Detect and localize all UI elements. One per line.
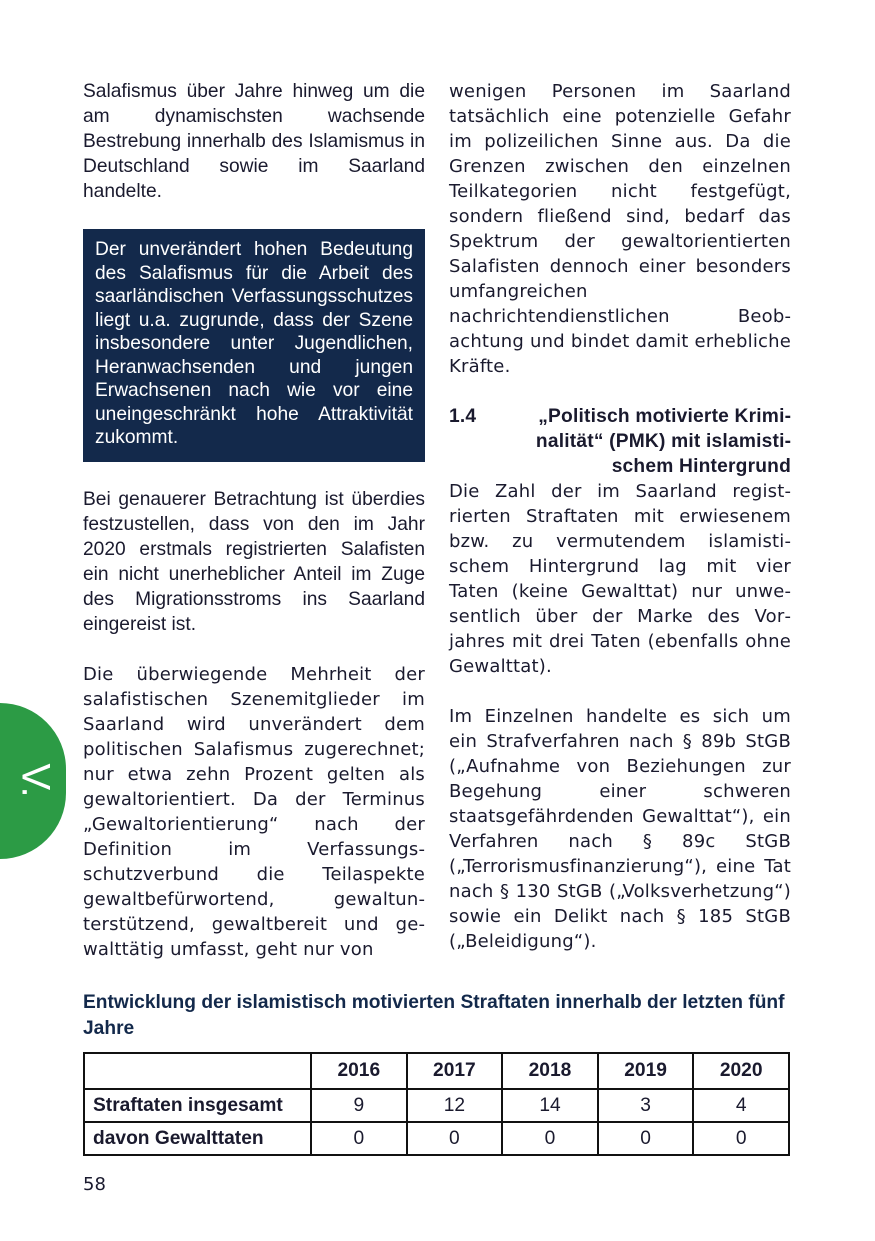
table-cell: 3 bbox=[598, 1089, 694, 1122]
table-cell: 0 bbox=[311, 1122, 407, 1155]
table-row bbox=[84, 1122, 789, 1155]
paragraph: Im Einzelnen handelte es sich um ein Strafverfahren nach § 89b StGB („Aufnahme von Beziehungen zur Begehung einer schweren staatsgefährdenden Gewalttat“), ein Verfahren nach § 89c StGB („Terrorismusfinanzierung“), eine Tat nach § 130 StGB („Volksverhetzung“) sowie ein Delikt nach § 185 StGB („Beleidigung“). bbox=[449, 706, 791, 952]
chapter-tab bbox=[0, 703, 66, 859]
table-header-row bbox=[84, 1053, 789, 1089]
header-cell: 2016 bbox=[311, 1053, 407, 1089]
header-cell: 2018 bbox=[502, 1053, 598, 1089]
table-cell: 14 bbox=[502, 1089, 598, 1122]
section-number: 1.4 bbox=[449, 406, 477, 427]
chapter-label: V. bbox=[13, 763, 58, 798]
left-column bbox=[83, 79, 425, 962]
row-label: Straftaten insgesamt bbox=[84, 1089, 311, 1122]
table-cell: 0 bbox=[598, 1122, 694, 1155]
table-row bbox=[84, 1089, 789, 1122]
paragraph: Bei genauerer Betrachtung ist überdies festzustellen, dass von den im Jahr 2020 erstmals registrierten Salafisten ein nicht unerheblicher Anteil im Zuge des Migrationsstroms ins Saarland eingereist ist. bbox=[83, 488, 425, 635]
header-cell bbox=[84, 1053, 311, 1089]
table-cell: 0 bbox=[407, 1122, 503, 1155]
section-title: „Politisch motivierte Kriminalität“ (PMK) mit islamistischem Hintergrund bbox=[535, 406, 791, 477]
section-heading bbox=[449, 404, 791, 479]
paragraph: Die Zahl der im Saarland registrierten Straftaten mit erwiesenem bzw. zu vermutendem islamistischem Hintergrund lag mit vier Taten (keine Gewalttat) nur unwesentlich über der Marke des Vorjahres mit drei Taten (ebenfalls ohne Gewalttat). bbox=[449, 481, 791, 677]
table-cell: 9 bbox=[311, 1089, 407, 1122]
page-number: 58 bbox=[83, 1174, 106, 1195]
paragraph: wenigen Personen im Saarland tatsächlich eine potenzielle Gefahr im polizeilichen Sinne aus. Da die Grenzen zwischen den einzelnen Teilkategorien nicht festgefügt, sondern fließend sind, bedarf das Spektrum der gewaltorientierten Salafisten dennoch einer besonders umfangreichen nachrichtendienstlichen Beobachtung und bindet damit erhebliche Kräfte. bbox=[449, 81, 791, 377]
table-cell: 4 bbox=[693, 1089, 789, 1122]
table-cell: 0 bbox=[693, 1122, 789, 1155]
statistics-table bbox=[83, 1052, 790, 1156]
paragraph: Die überwiegende Mehrheit der salafistischen Szenemitglieder im Saarland wird unverändert dem politischen Salafismus zugerechnet; nur etwa zehn Prozent gelten als gewaltorientiert. Da der Terminus „Gewaltorientierung“ nach der Definition im Verfassungsschutzverbund die Teilaspekte gewaltbefürwortend, gewaltunterstützend, gewaltbereit und gewalttätig umfasst, geht nur von bbox=[83, 663, 425, 960]
highlight-box: Der unverändert hohen Bedeutung des Salafismus für die Arbeit des saarländischen Verfassungsschutzes liegt u.a. zugrunde, dass der Szene insbesondere unter Jugendlichen, Heranwachsenden und jungen Erwachsenen nach wie vor eine uneingeschränkt hohe Attraktivität zukommt. bbox=[83, 229, 425, 462]
header-cell: 2020 bbox=[693, 1053, 789, 1089]
header-cell: 2019 bbox=[598, 1053, 694, 1089]
table-cell: 12 bbox=[407, 1089, 503, 1122]
table-cell: 0 bbox=[502, 1122, 598, 1155]
paragraph: Salafismus über Jahre hinweg um die am dynamischsten wachsende Bestrebung innerhalb des Islamismus in Deutschland sowie im Saarland handelte. bbox=[83, 81, 425, 202]
right-column bbox=[449, 79, 791, 954]
header-cell: 2017 bbox=[407, 1053, 503, 1089]
row-label: davon Gewalttaten bbox=[84, 1122, 311, 1155]
table-title: Entwicklung der islamistisch motivierten Straftaten innerhalb der letzten fünf Jahre bbox=[83, 992, 785, 1039]
